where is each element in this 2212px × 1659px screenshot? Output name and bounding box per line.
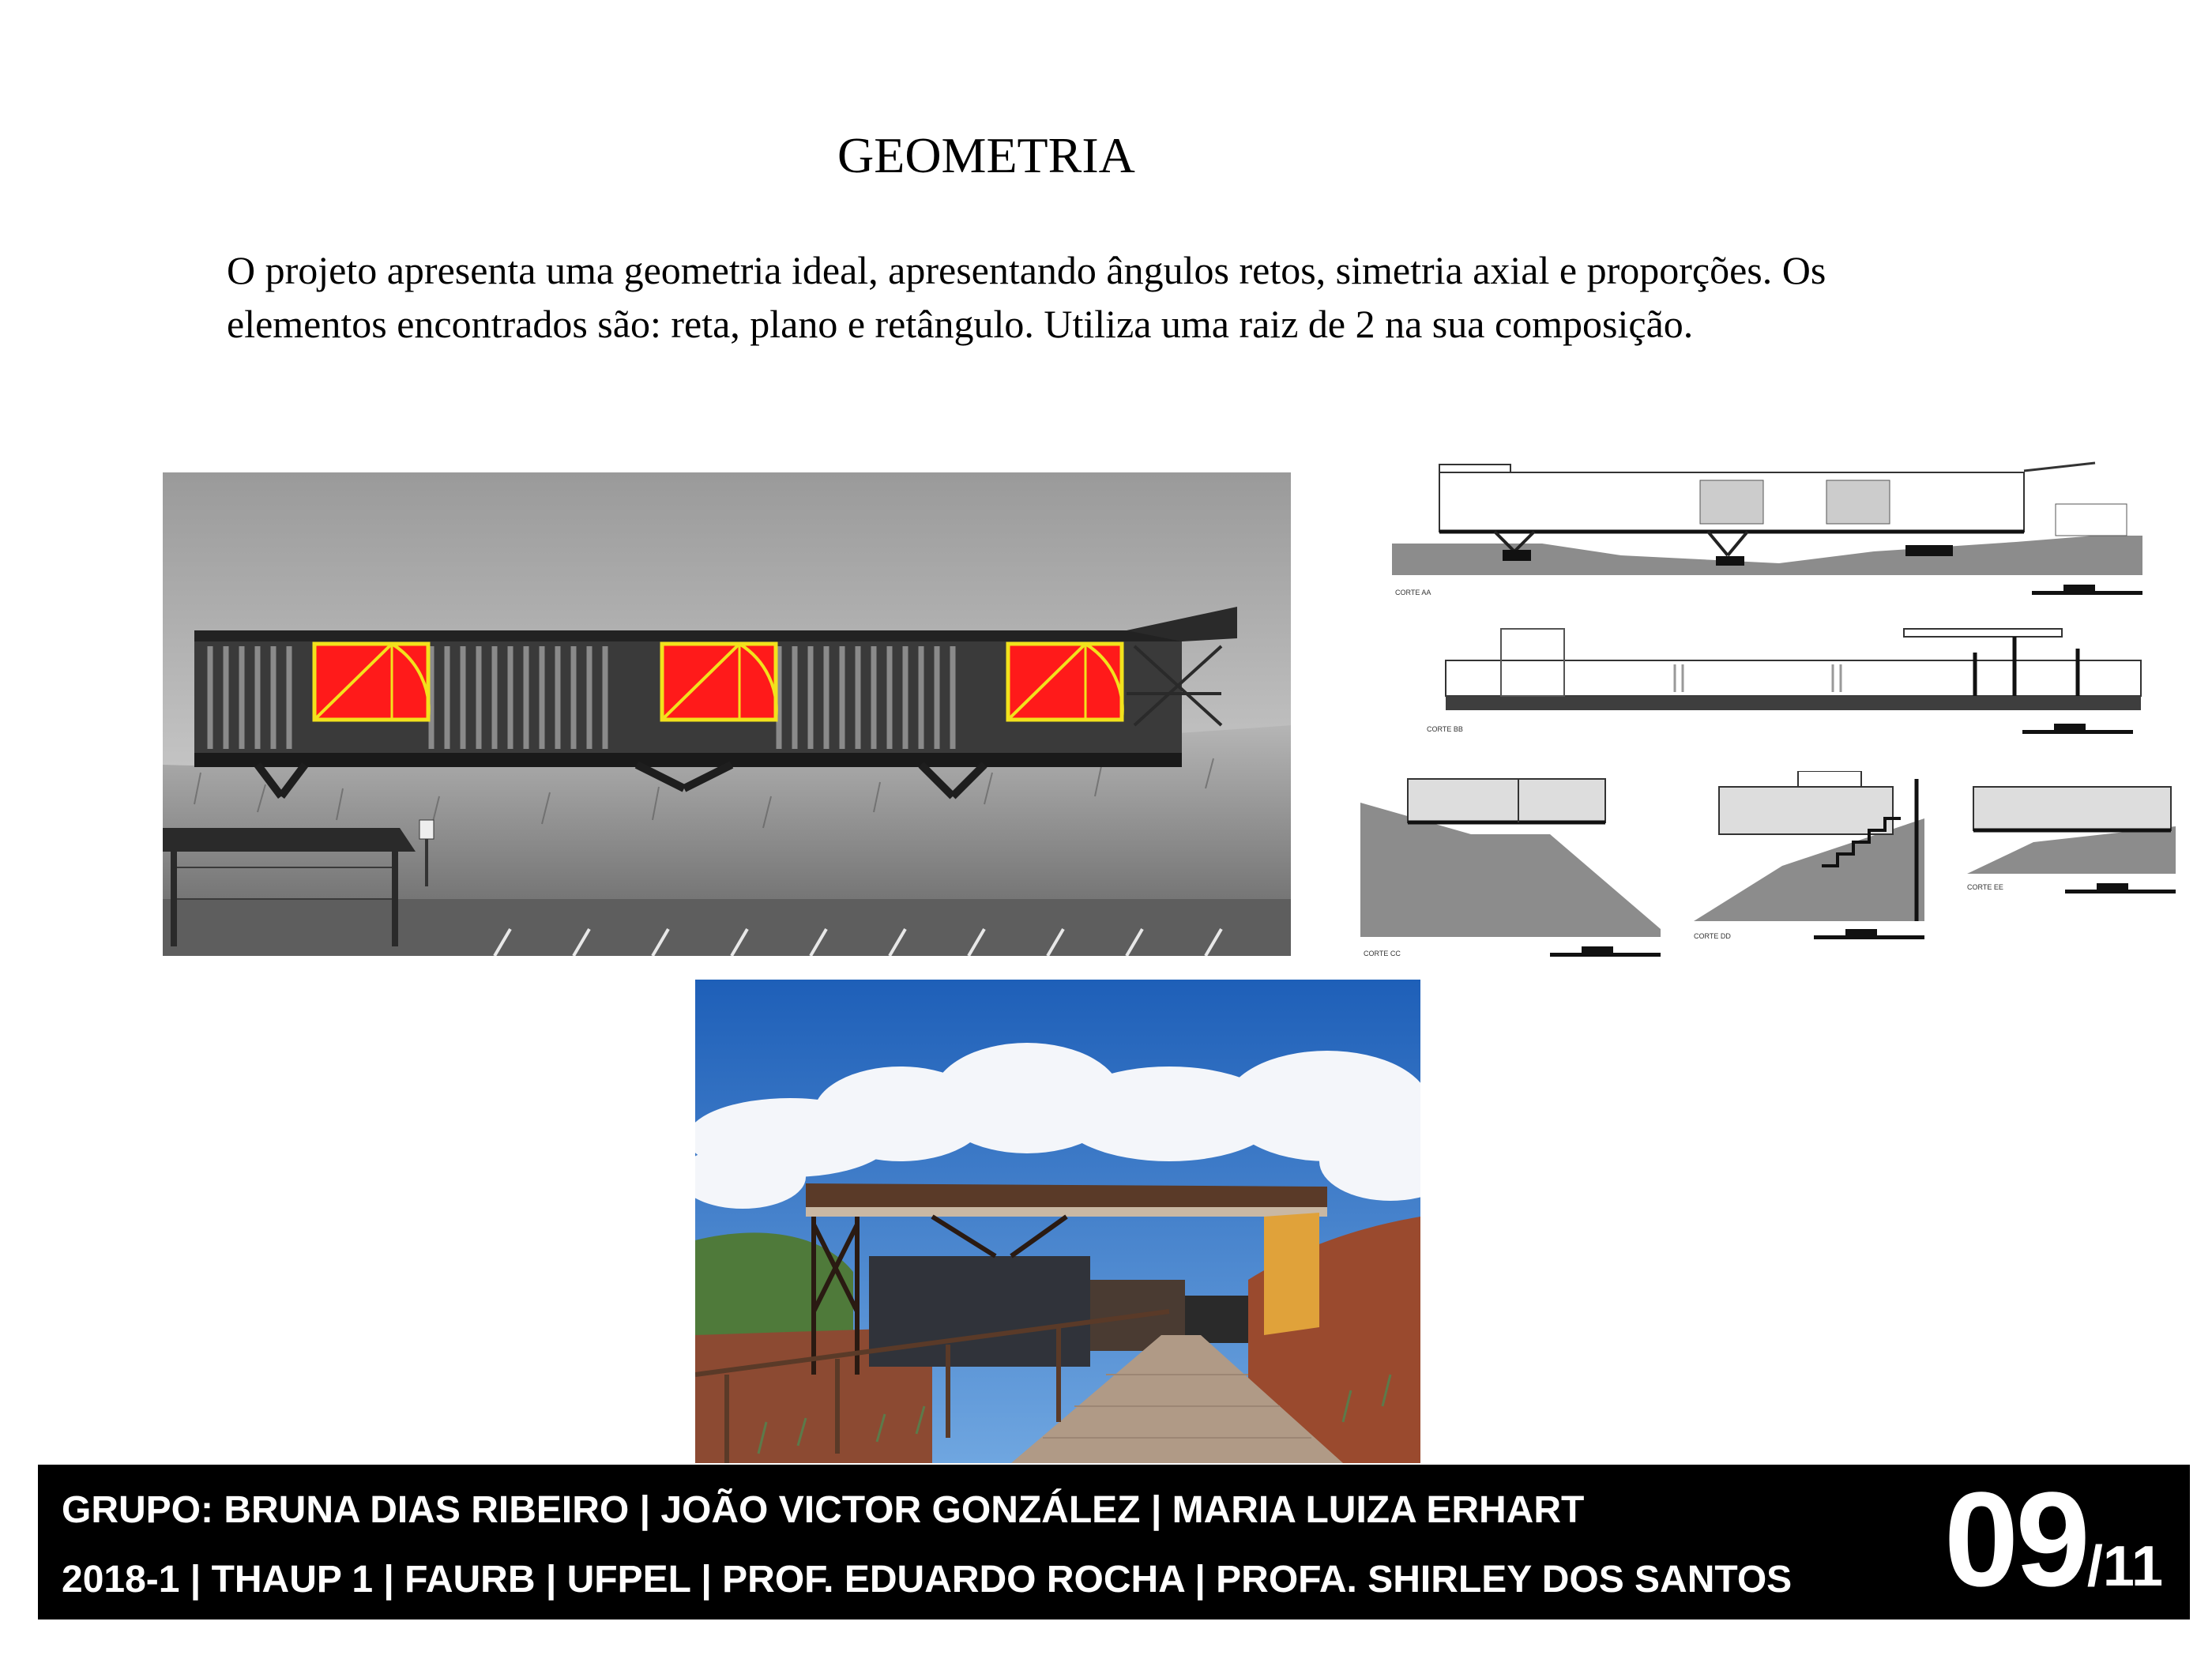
page-number xyxy=(1943,1465,2163,1615)
footer-group-members: GRUPO: BRUNA DIAS RIBEIRO | JOÃO VICTOR GONZÁLEZ | MARIA LUIZA ERHART xyxy=(62,1489,1585,1531)
footer-bar xyxy=(38,1465,2190,1620)
section-ee-label: CORTE EE xyxy=(1967,883,2003,891)
golden-rectangle-2 xyxy=(662,644,777,720)
page-number-total: /11 xyxy=(2086,1535,2163,1598)
entrance-photo-graphic xyxy=(695,980,1420,1463)
page-number-current: 09 xyxy=(1943,1465,2087,1615)
section-drawing-bb xyxy=(1422,621,2157,739)
golden-rectangle-3 xyxy=(1008,644,1123,720)
description-text: O projeto apresenta uma geometria ideal, apresentando ângulos retos, simetria axial e proporções. Os elementos encontrados são: reta, plano e retângulo. Utiliza uma raiz de 2 na sua composição. xyxy=(227,248,1826,346)
section-dd-label: CORTE DD xyxy=(1694,932,1731,940)
golden-rectangle-1 xyxy=(314,644,429,720)
elevation-photo-graphic xyxy=(163,472,1291,956)
section-drawing-cc xyxy=(1352,771,1668,969)
section-bb-label: CORTE BB xyxy=(1427,725,1463,733)
page-title: GEOMETRIA xyxy=(837,127,1135,183)
section-cc-label: CORTE CC xyxy=(1364,950,1401,957)
footer-course-info: 2018-1 | THAUP 1 | FAURB | UFPEL | PROF. EDUARDO ROCHA | PROFA. SHIRLEY DOS SANTOS xyxy=(62,1559,1793,1601)
section-aa-label: CORTE AA xyxy=(1395,589,1431,596)
section-drawing-dd xyxy=(1687,771,1940,953)
section-drawing-ee xyxy=(1962,779,2180,905)
entrance-photo xyxy=(695,980,1420,1463)
section-drawing-aa xyxy=(1384,457,2166,607)
elevation-photo xyxy=(163,472,1291,956)
